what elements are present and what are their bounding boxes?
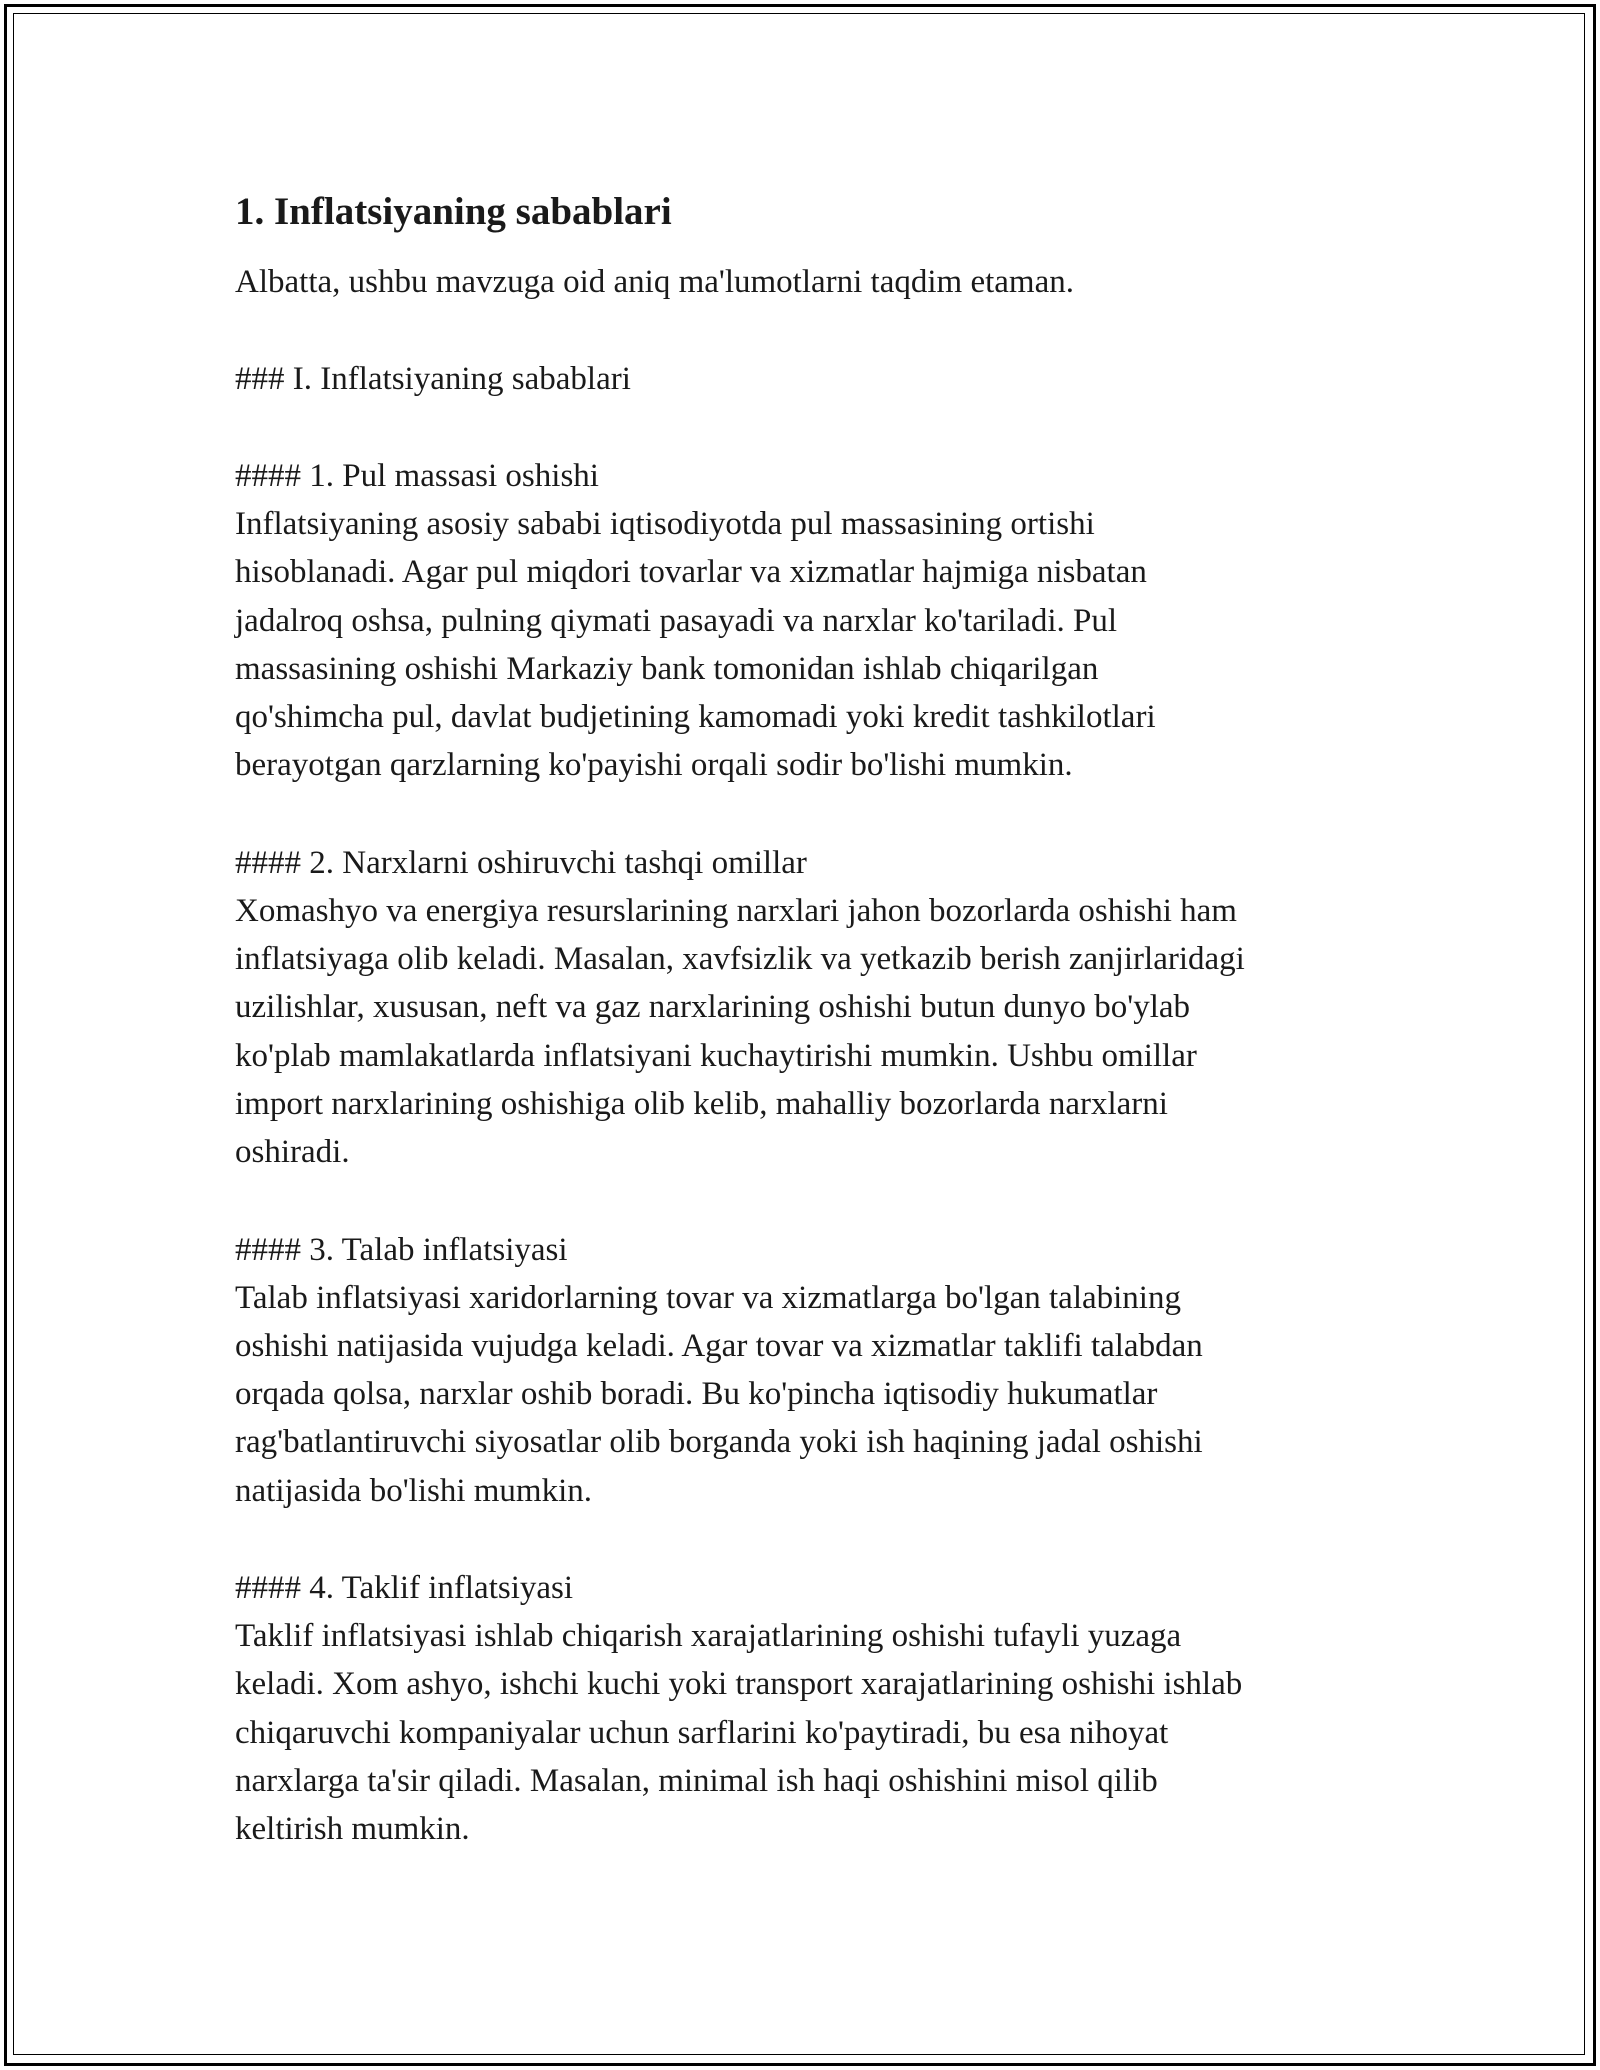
section-group-heading: ### I. Inflatsiyaning sabablari [235,361,631,397]
section-supply-inflation [235,1564,1385,1853]
paragraph-line: natijasida bo'lishi mumkin. [235,1472,593,1509]
paragraph-line: import narxlarining oshishiga olib kelib, mahalliy bozorlarda narxlarni [235,1085,1168,1122]
paragraph-line: Taklif inflatsiyasi ishlab chiqarish xarajatlarining oshishi tufayli yuzaga [235,1618,1182,1655]
intro-paragraph: Albatta, ushbu mavzuga oid aniq ma'lumotlarni taqdim etaman. [235,264,1074,300]
paragraph-line: chiqaruvchi kompaniyalar uchun sarflarini ko'paytiradi, bu esa nihoyat [235,1714,1169,1751]
paragraph-line: keltirish mumkin. [235,1811,470,1848]
section-external-factors [235,839,1385,1177]
paragraph-line: jadalroq oshsa, pulning qiymati pasayadi va narxlar ko'tariladi. Pul [235,602,1118,639]
section-demand-inflation [235,1226,1385,1515]
paragraph-line: narxlarga ta'sir qiladi. Masalan, minimal ish haqi oshishini misol qilib [235,1762,1158,1799]
paragraph-line: Xomashyo va energiya resurslarining narxlari jahon bozorlarda oshishi ham [235,892,1237,929]
paragraph-line: Inflatsiyaning asosiy sababi iqtisodiyotda pul massasining ortishi [235,506,1095,542]
paragraph-line: oshishi natijasida vujudga keladi. Agar tovar va xizmatlar taklifi talabdan [235,1327,1203,1364]
section-heading: #### 4. Taklif inflatsiyasi [235,1570,574,1607]
section-money-supply [235,452,1385,790]
paragraph-line: qo'shimcha pul, davlat budjetining kamomadi yoki kredit tashkilotlari [235,699,1156,736]
section-paragraph [235,887,1385,1177]
paragraph-line: rag'batlantiruvchi siyosatlar olib borganda yoki ish haqining jadal oshishi [235,1424,1203,1461]
section-paragraph [235,1274,1385,1515]
section-paragraph [235,1612,1385,1853]
section-paragraph [235,500,1385,790]
paragraph-line: hisoblanadi. Agar pul miqdori tovarlar va xizmatlar hajmiga nisbatan [235,554,1147,591]
section-heading: #### 1. Pul massasi oshishi [235,458,599,494]
document-title: 1. Inflatsiyaning sabablari [235,190,672,233]
paragraph-line: oshiradi. [235,1134,350,1171]
paragraph-line: ko'plab mamlakatlarda inflatsiyani kuchaytirishi mumkin. Ushbu omillar [235,1037,1197,1074]
paragraph-line: massasining oshishi Markaziy bank tomonidan ishlab chiqarilgan [235,650,1099,687]
paragraph-line: keladi. Xom ashyo, ishchi kuchi yoki transport xarajatlarining oshishi ishlab [235,1666,1243,1703]
paragraph-line: berayotgan qarzlarning ko'payishi orqali sodir bo'lishi mumkin. [235,747,1073,784]
paragraph-line: orqada qolsa, narxlar oshib boradi. Bu ko'pincha iqtisodiy hukumatlar [235,1376,1158,1413]
paragraph-line: Talab inflatsiyasi xaridorlarning tovar va xizmatlarga bo'lgan talabining [235,1279,1181,1316]
paragraph-line: uzilishlar, xususan, neft va gaz narxlarining oshishi butun dunyo bo'ylab [235,989,1191,1026]
section-heading: #### 3. Talab inflatsiyasi [235,1231,568,1268]
document-body [235,186,1385,1854]
section-heading: #### 2. Narxlarni oshiruvchi tashqi omillar [235,844,807,881]
paragraph-line: inflatsiyaga olib keladi. Masalan, xavfsizlik va yetkazib berish zanjirlaridagi [235,941,1245,978]
